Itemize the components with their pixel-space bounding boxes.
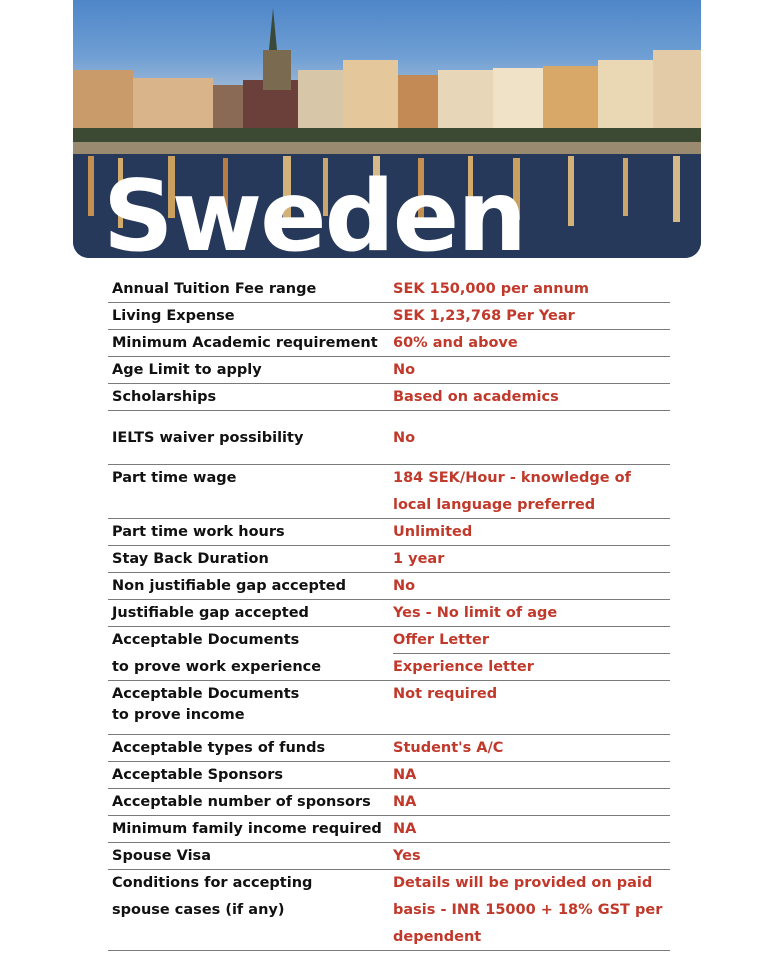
row-value: NA [393, 767, 417, 783]
row-label: Acceptable Documents [112, 686, 300, 702]
row-value: No [393, 430, 416, 446]
info-table [108, 276, 670, 951]
table-row [108, 816, 670, 843]
row-label: Minimum family income required [112, 821, 382, 837]
row-label: IELTS waiver possibility [112, 430, 304, 446]
table-row [108, 870, 670, 951]
table-row [108, 681, 670, 735]
row-label: Annual Tuition Fee range [112, 281, 317, 297]
row-label: Justifiable gap accepted [112, 605, 309, 621]
row-label-line-2: to prove work experience [112, 659, 322, 675]
table-row [108, 330, 670, 357]
row-value: 1 year [393, 551, 445, 567]
row-value: NA [393, 821, 417, 837]
row-label: Minimum Academic requirement [112, 335, 378, 351]
row-value: 60% and above [393, 335, 518, 351]
row-value: Yes - No limit of age [393, 605, 558, 621]
row-value: Based on academics [393, 389, 559, 405]
table-row [108, 303, 670, 330]
row-value-line-2: Experience letter [393, 659, 534, 675]
table-row [108, 384, 670, 411]
row-value: No [393, 578, 416, 594]
row-label-line-2: to prove income [112, 707, 245, 723]
row-label: Scholarships [112, 389, 217, 405]
table-row [108, 600, 670, 627]
row-value: NA [393, 794, 417, 810]
row-label: Acceptable number of sponsors [112, 794, 371, 810]
table-row [108, 573, 670, 600]
row-label: Part time work hours [112, 524, 285, 540]
row-label: Stay Back Duration [112, 551, 269, 567]
table-row [108, 546, 670, 573]
row-label: Living Expense [112, 308, 235, 324]
row-value: Offer Letter [393, 632, 490, 648]
row-value: SEK 150,000 per annum [393, 281, 589, 297]
row-value: SEK 1,23,768 Per Year [393, 308, 575, 324]
row-value-line-2: local language preferred [393, 497, 596, 513]
row-label: Part time wage [112, 470, 237, 486]
table-row [108, 276, 670, 303]
table-row [108, 762, 670, 789]
row-value-line-2: basis - INR 15000 + 18% GST per [393, 902, 663, 918]
row-label: Non justifiable gap accepted [112, 578, 346, 594]
row-value: Student's A/C [393, 740, 504, 756]
table-row [108, 357, 670, 384]
row-label-line-2: spouse cases (if any) [112, 902, 285, 918]
row-value: Not required [393, 686, 498, 702]
row-label: Conditions for accepting [112, 875, 313, 891]
row-value: Unlimited [393, 524, 473, 540]
row-value: Yes [393, 848, 421, 864]
row-label: Spouse Visa [112, 848, 211, 864]
table-row [108, 627, 670, 681]
table-row [108, 465, 670, 519]
table-row [108, 735, 670, 762]
hero-banner [73, 0, 701, 258]
table-row [108, 519, 670, 546]
row-value-line-3: dependent [393, 929, 482, 945]
table-row [108, 843, 670, 870]
row-label: Age Limit to apply [112, 362, 262, 378]
table-row [108, 411, 670, 465]
row-label: Acceptable types of funds [112, 740, 326, 756]
row-value: 184 SEK/Hour - knowledge of [393, 470, 631, 486]
country-title: Sweden [103, 160, 525, 258]
table-row [108, 789, 670, 816]
row-value: Details will be provided on paid [393, 875, 653, 891]
row-value: No [393, 362, 416, 378]
row-label: Acceptable Documents [112, 632, 300, 648]
row-label: Acceptable Sponsors [112, 767, 284, 783]
